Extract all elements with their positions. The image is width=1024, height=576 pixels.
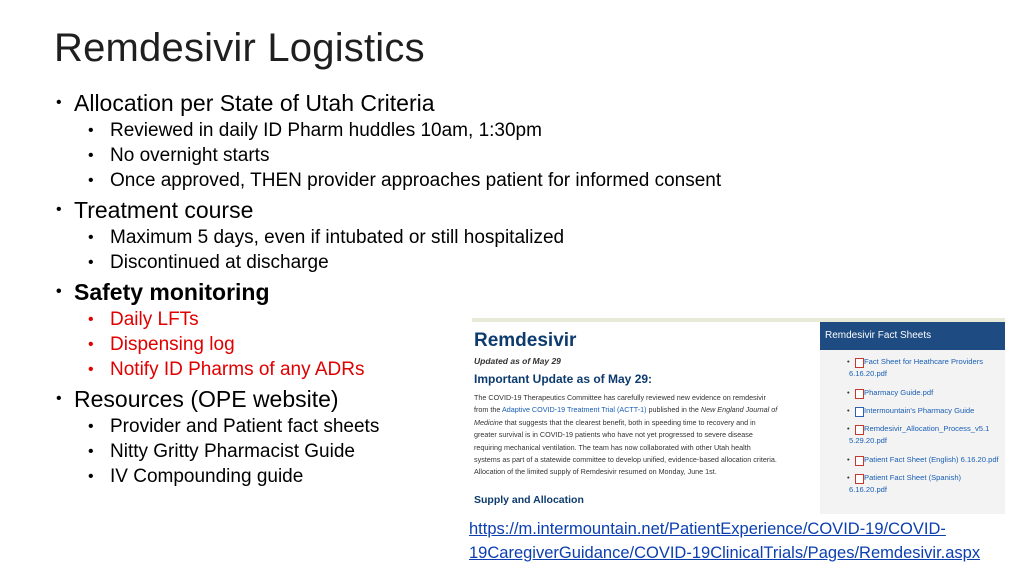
bullet-dot: • xyxy=(88,229,94,246)
bullet-treatment xyxy=(56,195,876,225)
bullet-dot: • xyxy=(88,361,94,378)
bullet-dot: • xyxy=(56,94,62,111)
url-line[interactable]: https://m.intermountain.net/PatientExperience/COVID-19/COVID- xyxy=(469,520,946,538)
sub-bullet xyxy=(56,143,876,168)
bullet-dot: • xyxy=(847,473,850,483)
website-screenshot xyxy=(472,318,1005,514)
bullet-dot: • xyxy=(847,387,850,397)
bullet-dot: • xyxy=(88,311,94,328)
sub-bullet-text: Once approved, THEN provider approaches patient for informed consent xyxy=(110,170,722,191)
bullet-dot: • xyxy=(56,201,62,218)
bullet-dot: • xyxy=(88,254,94,271)
pdf-icon xyxy=(855,389,864,399)
bullet-dot: • xyxy=(88,443,94,460)
sub-bullet-text: Provider and Patient fact sheets xyxy=(110,416,380,437)
fact-sheet-link[interactable]: • Pharmacy Guide.pdf xyxy=(820,387,1005,399)
sub-bullet xyxy=(56,118,876,143)
sub-bullet-text: Notify ID Pharms of any ADRs xyxy=(110,359,365,380)
fact-sheet-link[interactable]: • Intermountain's Pharmacy Guide xyxy=(820,405,1005,417)
screenshot-subheading: Important Update as of May 29: xyxy=(474,372,653,386)
bullet-dot: • xyxy=(88,468,94,485)
bullet-text: Safety monitoring xyxy=(74,279,270,305)
fact-sheet-link[interactable]: • Fact Sheet for Heathcare Providers 6.16.20.pdf xyxy=(847,357,984,379)
fact-sheet-link[interactable]: • Patient Fact Sheet (Spanish) 6.16.20.pdf xyxy=(847,473,962,495)
bullet-dot: • xyxy=(88,336,94,353)
body-line: Allocation of the limited supply of Remdesivir resumed on Monday, June 1st. xyxy=(474,467,717,477)
body-line: Medicine that suggests that the clearest benefit, both in speeding time to recovery and in xyxy=(474,417,756,427)
body-line: systems as part of a statewide committee to develop unified, evidence-based allocation criteria. xyxy=(474,455,777,465)
bullet-dot: • xyxy=(847,405,850,415)
resource-url-link[interactable] xyxy=(469,517,1009,565)
sub-bullet-text: Reviewed in daily ID Pharm huddles 10am, 1:30pm xyxy=(110,120,542,141)
bullet-dot: • xyxy=(88,147,94,164)
bullet-dot: • xyxy=(56,283,62,300)
bullet-text: Resources (OPE website) xyxy=(74,386,339,412)
sub-bullet xyxy=(56,225,876,250)
fact-sheet-link[interactable]: • Patient Fact Sheet (English) 6.16.20.pdf xyxy=(820,454,1005,466)
document-icon xyxy=(855,407,864,417)
bullet-allocation xyxy=(56,88,876,118)
bullet-text: Treatment course xyxy=(74,197,254,223)
bullet-dot: • xyxy=(56,390,62,407)
pdf-icon xyxy=(855,456,864,466)
bullet-text: Allocation per State of Utah Criteria xyxy=(74,90,435,116)
bullet-dot: • xyxy=(88,172,94,189)
sub-bullet-text: No overnight starts xyxy=(110,145,270,166)
screenshot-updated-date: Updated as of May 29 xyxy=(474,356,561,366)
body-line: from the Adaptive COVID-19 Treatment Trial (ACTT-1) published in the New England Journal of xyxy=(474,405,778,415)
screenshot-body-text xyxy=(474,392,804,479)
bullet-dot: • xyxy=(847,357,850,366)
bullet-dot: • xyxy=(88,122,94,139)
bullet-dot: • xyxy=(847,454,850,464)
sub-bullet-text: Daily LFTs xyxy=(110,309,199,330)
sub-bullet-text: Dispensing log xyxy=(110,334,235,355)
slide-title: Remdesivir Logistics xyxy=(54,26,425,70)
screenshot-heading: Remdesivir xyxy=(474,330,577,351)
sub-bullet xyxy=(56,168,876,193)
body-line: The COVID-19 Therapeutics Committee has carefully reviewed new evidence on remdesivir xyxy=(474,393,766,402)
bullet-safety xyxy=(56,277,876,307)
url-line[interactable]: 19CaregiverGuidance/COVID-19ClinicalTrials/Pages/Remdesivir.aspx xyxy=(469,544,981,562)
screenshot-sidebar xyxy=(820,322,1005,514)
sidebar-title: Remdesivir Fact Sheets xyxy=(820,322,1005,350)
body-line: requiring mechanical ventilation. The team has now collaborated with other Utah health xyxy=(474,442,751,452)
pdf-icon xyxy=(855,474,864,484)
sub-bullet-text: Nitty Gritty Pharmacist Guide xyxy=(110,441,355,462)
bullet-dot: • xyxy=(847,424,850,434)
fact-sheet-list xyxy=(820,350,1005,497)
sub-bullet xyxy=(56,250,876,275)
sub-bullet-text: Discontinued at discharge xyxy=(110,252,329,273)
pdf-icon xyxy=(855,425,864,435)
fact-sheet-link[interactable]: • Remdesivir_Allocation_Process_v5.1 5.29.20.pdf xyxy=(847,424,990,446)
body-line: greater survival is in COVID-19 patients who have not yet progressed to severe disease xyxy=(474,430,753,440)
sub-bullet-text: IV Compounding guide xyxy=(110,466,304,487)
screenshot-supply-heading: Supply and Allocation xyxy=(474,494,584,506)
sub-bullet-text: Maximum 5 days, even if intubated or still hospitalized xyxy=(110,227,565,248)
pdf-icon xyxy=(855,358,864,368)
screenshot-main-content xyxy=(472,322,818,514)
actt-link[interactable]: Adaptive COVID-19 Treatment Trial (ACTT-1) xyxy=(501,405,647,415)
bullet-dot: • xyxy=(88,418,94,435)
